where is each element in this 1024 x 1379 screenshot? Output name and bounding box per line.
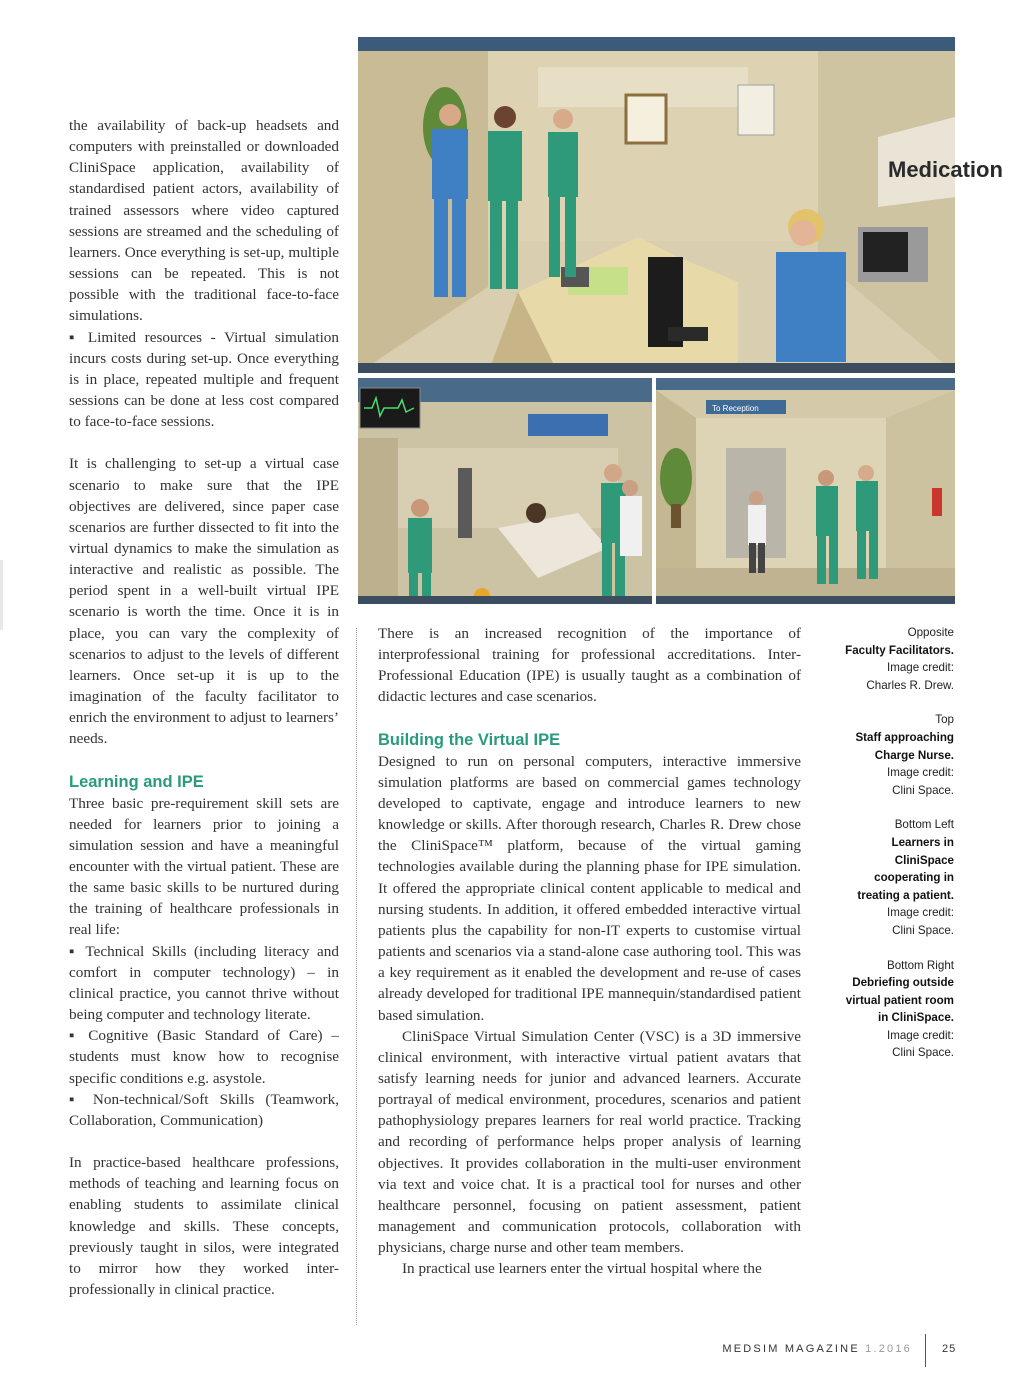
caption-credit-label: Image credit: — [886, 906, 954, 920]
bullet-item: ▪ Cognitive (Basic Standard of Care) – students must know how to recognise specific conditions e.g. asystole. — [69, 1027, 339, 1087]
caption-top — [836, 711, 954, 799]
paragraph: In practical use learners enter the virtual hospital where the — [402, 1260, 762, 1278]
caption-credit-label: Image credit: — [886, 766, 954, 780]
figure-bottom-right-debriefing-outside-room — [656, 378, 955, 604]
footer-magazine-title — [722, 1343, 912, 1355]
bullet-item: ▪ Technical Skills (including literacy and comfort in computer technology) – in clinical practice, you cannot thrive without being computer and technology literate. — [69, 942, 339, 1024]
caption-position: Bottom Right — [886, 958, 954, 972]
figure-top-illustration — [358, 37, 1003, 373]
figure-top-staff-approaching-charge-nurse — [358, 37, 1003, 373]
caption-bottom-left — [836, 816, 954, 939]
paragraph: In practice-based healthcare professions, methods of teaching and learning focus on enabling students to assimilate clinical knowledge and skills. These concepts, previously taught in silos, were integrated to mirror how they worked inter-professionally in clinical practice. — [69, 1154, 339, 1298]
paragraph: CliniSpace Virtual Simulation Center (VSC) is a 3D immersive clinical environment, with interactive virtual patient avatars that satisfy learning needs for junior and advanced learners. Accurate portrayal of medical environment, procedures, scenarios and patient pathophysiology prepares learners for real world practice. Tracking and recording of performance helps proper analysis of learning objectives. It provides collaboration in the multi-user environment via text and voice chat. It is a practical tool for nurses and other healthcare personnel, focusing on patient assessment, patient management and communication protocols, collaboration with physicians, charge nurse and other team members. — [378, 1027, 801, 1257]
reception-sign: To Reception — [712, 404, 759, 413]
caption-bottom-right — [836, 957, 954, 1063]
paragraph: There is an increased recognition of the importance of interprofessional training for professional accreditations. Inter-Professional Education (IPE) is usually taught as a combination of didactic lectures and case scenarios. — [378, 625, 801, 706]
footer-divider — [925, 1334, 926, 1367]
bullet-item: ▪ Limited resources - Virtual simulation incurs costs during set-up. Once everything is in place, repeated multiple and frequent sessions can be done at less cost compared to face-to-face sessions. — [69, 328, 339, 431]
column-divider — [356, 628, 357, 1325]
section-heading-learning-ipe: Learning and IPE — [69, 772, 204, 791]
caption-credit: Clini Space. — [892, 923, 954, 937]
paragraph: Three basic pre-requirement skill sets are needed for learners prior to joining a simulation session and have a meaningful encounter with the virtual patient. These are the same basic skills to be nurtured during the training of healthcare professionals in real life: — [69, 794, 339, 939]
caption-credit-label: Image credit: — [886, 661, 954, 675]
caption-title: Staff approaching Charge Nurse. — [855, 730, 954, 762]
issue-number: 1.2016 — [865, 1343, 912, 1355]
magazine-name: MEDSIM MAGAZINE — [722, 1343, 860, 1355]
paragraph: It is challenging to set-up a virtual case scenario to make sure that the IPE objectives are delivered, since paper case scenarios are further dissected to fit into the virtual dynamics to make the simulation as interactive and realistic as possible. The period spent in a well-built virtual IPE scenario is worth the time. Once it is in place, you can vary the complexity of scenarios to adjust to the levels of different learners. Once set-up it is up to the imagination of the faculty facilitator to enrich the environment to adjust to learners’ needs. — [69, 455, 339, 748]
caption-credit-label: Image credit: — [886, 1028, 954, 1042]
page-number: 25 — [942, 1343, 957, 1355]
figure-bottom-left-learners-treating-patient — [358, 378, 652, 604]
paragraph: the availability of back-up headsets and computers with preinstalled or downloaded CliniSpace application, availability of standardised patient actors, availability of trained assessors where video captured sessions are streamed and the scheduling of learners. Once everything is set-up, multiple sessions can be repeated. This is not possible with the traditional face-to-face simulations. — [69, 117, 339, 325]
caption-position: Bottom Left — [894, 818, 954, 832]
caption-position: Top — [935, 713, 954, 727]
caption-credit: Clini Space. — [892, 783, 954, 797]
caption-credit: Clini Space. — [892, 1046, 954, 1060]
caption-title: Learners in CliniSpace cooperating in treating a patient. — [857, 835, 954, 902]
caption-title: Faculty Facilitators. — [845, 643, 954, 657]
left-column — [69, 115, 339, 1300]
caption-opposite — [836, 624, 954, 694]
page-edge-mark — [0, 560, 3, 630]
caption-title: Debriefing outside virtual patient room in CliniSpace. — [845, 976, 954, 1025]
figure-captions — [836, 624, 954, 1079]
section-heading-building-virtual-ipe: Building the Virtual IPE — [378, 730, 561, 749]
caption-credit: Charles R. Drew. — [866, 678, 954, 692]
bullet-item: ▪ Non-technical/Soft Skills (Teamwork, Collaboration, Communication) — [69, 1090, 339, 1129]
caption-position: Opposite — [907, 626, 954, 639]
middle-column — [378, 623, 801, 1280]
medication-sign: Medication — [888, 157, 1003, 182]
paragraph: Designed to run on personal computers, interactive immersive simulation platforms are based on commercial games technology developed to captivate, engage and introduce learners to new knowledge or skills. After thorough research, Charles R. Drew chose the CliniSpace™ platform, because of the virtual gaming technologies available during the planning phase for IPE simulation. It offered the appropriate clinical content applicable to medical and nursing students. In addition, it offered embedded interactive virtual patients plus the capability for non-IT experts to customise virtual patients and scenarios via a stand-alone case authoring tool. This was a key requirement as it enabled the development and re-use of cases already developed for traditional IPE mannequin/standardised patient based simulation. — [378, 752, 801, 1024]
figure-bottom-right-illustration — [656, 378, 955, 604]
figure-bottom-left-illustration — [358, 378, 652, 604]
